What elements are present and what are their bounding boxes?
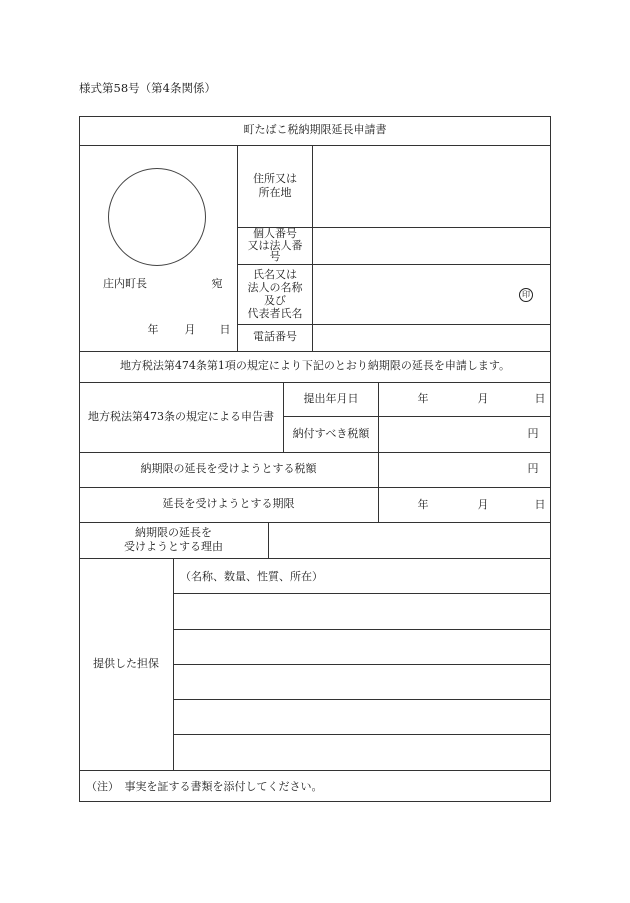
id-number-label xyxy=(238,227,312,264)
return-label: 地方税法第473条の規定による申告書 xyxy=(88,409,274,423)
form-title: 町たばこ税納期限延長申請書 xyxy=(243,123,387,137)
reason-field[interactable] xyxy=(348,638,630,674)
divider xyxy=(312,145,313,351)
name-label-line: 代表者氏名 xyxy=(247,307,303,321)
extension-amount-yen: 円 xyxy=(527,461,539,475)
divider xyxy=(79,145,551,146)
submit-day: 日 xyxy=(534,391,546,405)
addressee-month: 月 xyxy=(184,322,196,336)
reason-label-line: 受けようとする理由 xyxy=(124,540,223,553)
reason-label-line: 納期限の延長を xyxy=(135,525,212,539)
extension-period-label: 延長を受けようとする期限 xyxy=(162,497,295,511)
collateral-row-line xyxy=(173,664,551,665)
name-label-line: 及び xyxy=(264,294,286,307)
collateral-label: 提供した担保 xyxy=(93,656,159,670)
address-label-line: 住所又は xyxy=(253,171,297,185)
form-number: 様式第58号（第4条関係） xyxy=(79,81,216,95)
address-field[interactable] xyxy=(392,261,630,343)
name-label-line: 法人の名称 xyxy=(247,280,303,294)
collateral-row-line xyxy=(173,593,551,594)
extension-year: 年 xyxy=(417,497,429,511)
address-label xyxy=(238,145,312,227)
phone-label: 電話番号 xyxy=(253,330,297,344)
seal-mark-icon: 印 xyxy=(519,288,533,302)
id-label-line: 又は法人番 xyxy=(247,238,303,252)
collateral-hint: （名称、数量、性質、所在） xyxy=(180,570,323,583)
addressee-honorific: 宛 xyxy=(211,276,223,290)
declaration-text: 地方税法第474条第1項の規定により下記のとおり納期限の延長を申請します。 xyxy=(119,359,511,373)
submit-date-label: 提出年月日 xyxy=(303,391,359,405)
reason-label xyxy=(79,522,268,558)
name-label xyxy=(238,264,312,324)
address-label-line: 所在地 xyxy=(258,186,292,199)
submit-month: 月 xyxy=(477,391,489,405)
collateral-row-line xyxy=(173,629,551,630)
phone-field[interactable] xyxy=(392,440,630,467)
tax-amount-yen: 円 xyxy=(527,426,539,440)
extension-month: 月 xyxy=(477,497,489,511)
name-label-line: 氏名又は xyxy=(253,267,297,281)
extension-day: 日 xyxy=(534,497,546,511)
addressee-year: 年 xyxy=(147,322,159,336)
id-label-line: 号 xyxy=(269,250,281,264)
divider xyxy=(79,770,551,771)
application-form xyxy=(79,116,551,802)
addressee-day: 日 xyxy=(219,322,231,336)
id-label-line: 個人番号 xyxy=(253,227,297,241)
addressee-name: 庄内町長 xyxy=(103,276,147,290)
note-text: （注） 事実を証する書類を添付してください。 xyxy=(86,780,323,793)
extension-amount-label: 納期限の延長を受けようとする税額 xyxy=(140,462,317,476)
divider xyxy=(268,522,269,558)
receipt-stamp-circle xyxy=(108,168,206,266)
tax-amount-label: 納付すべき税額 xyxy=(292,426,370,440)
name-field[interactable] xyxy=(392,380,630,440)
submit-year: 年 xyxy=(417,391,429,405)
